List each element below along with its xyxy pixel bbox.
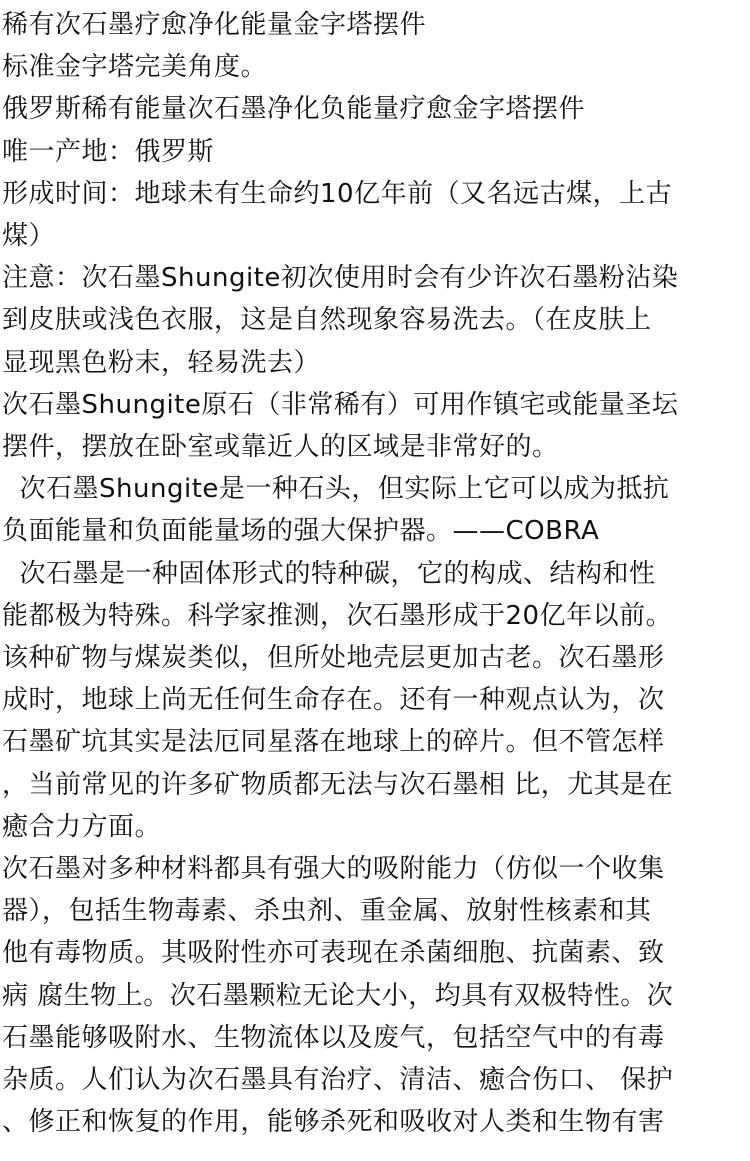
text-line: 标准金字塔完美角度。: [2, 52, 268, 83]
text-line: 他有毒物质。其吸附性亦可表现在杀菌细胞、抗菌素、致: [2, 938, 665, 969]
text-line: 稀有次石墨疗愈净化能量金字塔摆件: [2, 10, 427, 40]
text-line: 负面能量和负面能量场的强大保护器。——COBRA: [2, 516, 600, 547]
text-line: 该种矿物与煤炭类似，但所处地壳层更加古老。次石墨形: [2, 643, 665, 674]
text-line: 俄罗斯稀有能量次石墨净化负能量疗愈金字塔摆件: [2, 94, 586, 125]
text-line: 杂质。人们认为次石墨具有治疗、清洁、癒合伤口、 保护: [2, 1065, 674, 1096]
text-line: 、修正和恢复的作用，能够杀死和吸收对人类和生物有害: [2, 1107, 665, 1138]
text-line: 到皮肤或浅色衣服，这是自然现象容易洗去。（在皮肤上: [2, 305, 652, 336]
text-line: 注意：次石墨Shungite初次使用时会有少许次石墨粉沾染: [2, 263, 679, 294]
text-line: 煤）: [2, 221, 56, 252]
text-line: 形成时间：地球未有生命约10亿年前（又名远古煤，上古: [2, 178, 673, 209]
text-line: 器），包括生物毒素、杀虫剂、重金属、放射性核素和其: [2, 896, 652, 927]
text-line: 次石墨是一种固体形式的特种碳，它的构成、结构和性: [2, 558, 656, 589]
text-line: 次石墨Shungite是一种石头，但实际上它可以成为抵抗: [2, 474, 670, 505]
text-line: 癒合力方面。: [2, 811, 162, 842]
text-line: 石墨矿坑其实是法厄同星落在地球上的碎片。但不管怎样: [2, 727, 665, 758]
text-line: 次石墨对多种材料都具有强大的吸附能力（仿似一个收集: [2, 854, 665, 885]
text-line: ，当前常见的许多矿物质都无法与次石墨相 比，尤其是在: [2, 769, 674, 800]
text-line: 病 腐生物上。次石墨颗粒无论大小，均具有双极特性。次: [2, 980, 674, 1011]
text-line: 成时，地球上尚无任何生命存在。还有一种观点认为，次: [2, 685, 665, 716]
text-line: 显现黑色粉末，轻易洗去）: [2, 347, 321, 378]
text-line: 石墨能够吸附水、生物流体以及废气，包括空气中的有毒: [2, 1022, 665, 1053]
text-line: 次石墨Shungite原石（非常稀有）可用作镇宅或能量圣坛: [2, 389, 679, 420]
text-line: 摆件，摆放在卧室或靠近人的区域是非常好的。: [2, 432, 559, 463]
product-description: [2, 4, 744, 1143]
text-line: 能都极为特殊。科学家推测，次石墨形成于20亿年以前。: [2, 600, 673, 631]
text-line: 唯一产地：俄罗斯: [2, 136, 215, 167]
